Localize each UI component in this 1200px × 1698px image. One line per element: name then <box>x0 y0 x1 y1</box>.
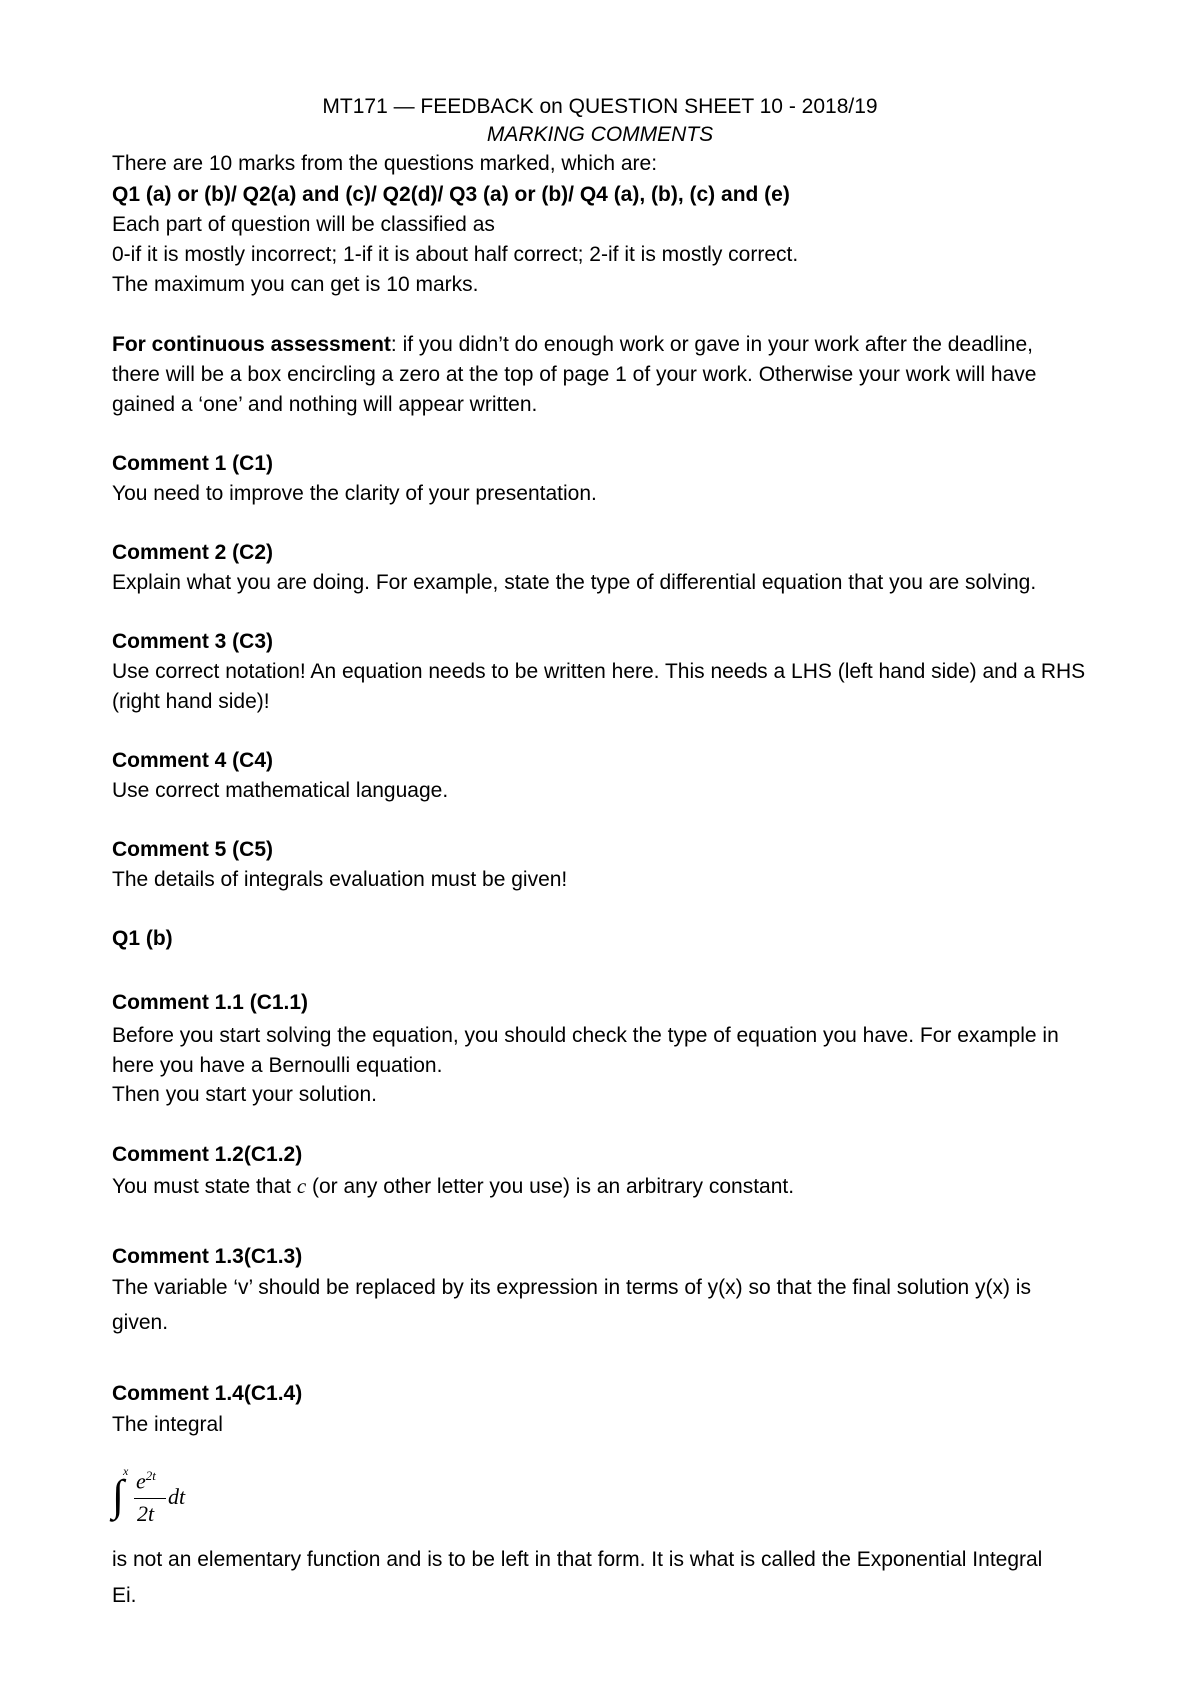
comment-text: given. <box>112 1311 169 1334</box>
comment-text: Before you start solving the equation, you should check the type of equation you have. For example in <box>112 1024 1059 1047</box>
comment-text: (right hand side)! <box>112 690 270 713</box>
comment-text: Use correct notation! An equation needs to be written here. This needs a LHS (left hand side) and a RHS <box>112 660 1086 683</box>
continuous-assessment-line: there will be a box encircling a zero at the top of page 1 of your work. Otherwise your work will have <box>112 363 1037 386</box>
integral-numerator <box>136 1468 156 1494</box>
comment-text: here you have a Bernoulli equation. <box>112 1054 443 1077</box>
comment-text <box>112 1171 794 1202</box>
comment-heading: Comment 1.4(C1.4) <box>112 1382 303 1405</box>
comment-text: The details of integrals evaluation must be given! <box>112 868 568 891</box>
comment-heading: Comment 1.3(C1.3) <box>112 1245 303 1268</box>
comment-heading: Comment 1 (C1) <box>112 452 274 475</box>
page-title: MT171 — FEEDBACK on QUESTION SHEET 10 - 2018/19 <box>322 95 878 118</box>
comment-heading: Comment 2 (C2) <box>112 541 274 564</box>
comment-text: The integral <box>112 1413 223 1436</box>
numerator-exponent: 2t <box>145 1468 156 1483</box>
intro-line: The maximum you can get is 10 marks. <box>112 273 479 296</box>
comment-text: Then you start your solution. <box>112 1083 377 1106</box>
comment-text: Use correct mathematical language. <box>112 779 449 802</box>
comment-heading: Comment 5 (C5) <box>112 838 274 861</box>
continuous-assessment-line <box>112 330 1033 360</box>
integral-sign: ∫ <box>112 1471 125 1520</box>
intro-line: Each part of question will be classified as <box>112 213 495 236</box>
fraction-bar <box>134 1498 166 1499</box>
comment-heading: Comment 1.2(C1.2) <box>112 1143 303 1166</box>
intro-line: There are 10 marks from the questions marked, which are: <box>112 152 658 175</box>
integral-formula <box>112 1464 202 1530</box>
integral-upper-limit: x <box>123 1464 129 1478</box>
integral-denominator: 2t <box>137 1501 155 1526</box>
comment-heading: Comment 4 (C4) <box>112 749 274 772</box>
comment-text: Explain what you are doing. For example, state the type of differential equation that you are solving. <box>112 571 1037 594</box>
comment-text: The variable ‘v’ should be replaced by its expression in terms of y(x) so that the final solution y(x) is <box>112 1276 1031 1299</box>
comment-text-part: (or any other letter you use) is an arbitrary constant. <box>306 1175 795 1198</box>
marked-questions: Q1 (a) or (b)/ Q2(a) and (c)/ Q2(d)/ Q3 (a) or (b)/ Q4 (a), (b), (c) and (e) <box>112 183 790 206</box>
integral-differential: dt <box>168 1484 186 1509</box>
numerator-base: e <box>136 1468 146 1494</box>
continuous-assessment-label: For continuous assessment <box>112 333 391 356</box>
intro-line: 0-if it is mostly incorrect; 1-if it is about half correct; 2-if it is mostly correct. <box>112 243 799 266</box>
continuous-assessment-line: gained a ‘one’ and nothing will appear written. <box>112 393 538 416</box>
page-subtitle: MARKING COMMENTS <box>486 123 714 146</box>
comment-heading: Comment 1.1 (C1.1) <box>112 991 309 1014</box>
comment-text-part: You must state that <box>112 1175 297 1198</box>
comment-heading: Comment 3 (C3) <box>112 630 274 653</box>
math-symbol: c <box>296 1174 307 1198</box>
comment-text: You need to improve the clarity of your presentation. <box>112 482 597 505</box>
continuous-assessment-text: : if you didn’t do enough work or gave in your work after the deadline, <box>390 333 1033 356</box>
comment-text: is not an elementary function and is to be left in that form. It is what is called the Exponential Integral <box>112 1548 1043 1571</box>
comment-text: Ei. <box>112 1584 137 1607</box>
section-heading-q1b: Q1 (b) <box>112 927 173 950</box>
